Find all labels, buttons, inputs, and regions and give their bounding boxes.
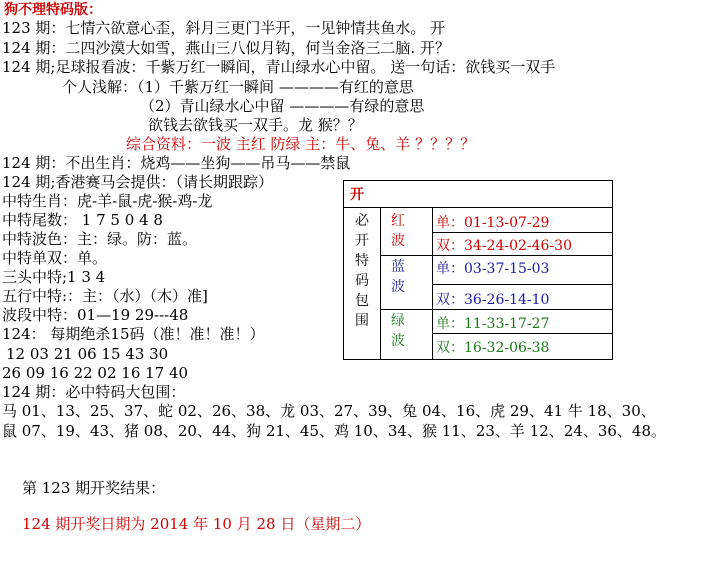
text-line-9: 中特生肖：虎-羊-鼠-虎-猴-鸡-龙	[2, 192, 213, 210]
text-line-21: 鼠 07、19、43、猪 08、20、44、狗 21、45、鸡 10、34、猴 11、23、羊 12、24、36、48。	[2, 422, 667, 440]
green-odd-row	[436, 313, 549, 333]
row-divider	[432, 284, 612, 285]
text-line-11: 中特波色：主：绿。防：蓝。	[2, 230, 198, 248]
row-numbers: 01-13-07-29	[464, 215, 550, 231]
row-tag: 单：	[436, 215, 464, 231]
text-line-7: 124 期：不出生肖：烧鸡——坐狗——吊马——禁鼠	[2, 154, 351, 172]
row-numbers: 36-26-14-10	[464, 292, 550, 308]
text-line-15: 波段中特：01—19 29---48	[2, 306, 189, 324]
text-line-19: 124 期：必中特码大包围：	[2, 383, 186, 401]
row-tag: 双：	[436, 292, 464, 308]
row-divider	[432, 232, 612, 233]
blue-odd-row	[436, 258, 549, 278]
text-line-1: 123 期：七情六欲意心歪，斜月三更门半开，一见钟情共鱼水。 开	[2, 19, 446, 37]
text-line-10: 中特尾数： 1 7 5 0 4 8	[2, 211, 163, 229]
row-divider	[380, 255, 612, 256]
red-even-row	[436, 235, 572, 255]
panel-vertical-title	[352, 211, 372, 331]
vchar: 开	[355, 233, 369, 249]
wave-char: 波	[391, 333, 405, 349]
text-line-6: 欲钱去欲钱买一双手。龙 猴？？	[148, 116, 363, 134]
text-line-13: 三头中特;1 3 4	[2, 268, 106, 286]
red-odd-row	[436, 212, 549, 232]
row-numbers: 11-33-17-27	[464, 316, 550, 332]
text-line-5: （2）青山绿水心中留 ————有绿的意思	[140, 97, 425, 115]
text-line-2: 124 期：二四沙漠大如雪，燕山三八似月钩，何当金洛三二脑. 开？	[2, 39, 450, 57]
summary-line: 综合资料：一波 主红 防绿 主：牛、兔、羊 ？？？？	[126, 135, 476, 153]
text-line-17: 12 03 21 06 15 43 30	[6, 345, 169, 363]
text-line-20: 马 01、13、25、37、蛇 02、26、38、龙 03、27、39、兔 04、16、虎 29、41 牛 18、30、	[2, 402, 656, 420]
vchar: 码	[355, 273, 369, 289]
draw-date: 124 期开奖日期为 2014 年 10 月 28 日（星期二）	[22, 515, 371, 533]
vchar: 围	[355, 313, 369, 329]
blue-even-row	[436, 289, 549, 309]
row-numbers: 03-37-15-03	[464, 261, 550, 277]
result-heading: 第 123 期开奖结果：	[22, 479, 166, 497]
blue-wave-label	[388, 257, 408, 297]
row-tag: 双：	[436, 340, 464, 356]
wave-char: 红	[391, 213, 405, 229]
row-numbers: 16-32-06-38	[464, 340, 550, 356]
wave-char: 绿	[391, 313, 405, 329]
panel-divider	[432, 207, 433, 359]
row-tag: 单：	[436, 261, 464, 277]
wave-char: 波	[391, 233, 405, 249]
green-wave-label	[388, 311, 408, 351]
row-tag: 双：	[436, 238, 464, 254]
text-line-4: 个人浅解：（1）千紫万红一瞬间 ————有红的意思	[62, 78, 414, 96]
red-wave-label	[388, 211, 408, 251]
text-line-8: 124 期;香港赛马会提供：（请长期跟踪）	[2, 173, 273, 191]
text-line-16: 124： 每期绝杀15码（准！准！准！）	[2, 325, 265, 343]
vchar: 包	[355, 293, 369, 309]
special-number-panel	[343, 180, 613, 360]
text-line-14: 五行中特:：主：（水）（木）准]	[2, 287, 208, 305]
green-even-row	[436, 337, 549, 357]
vchar: 必	[355, 213, 369, 229]
wave-char: 蓝	[391, 259, 405, 275]
panel-header	[344, 181, 612, 208]
row-tag: 单：	[436, 316, 464, 332]
page-title: 狗不理特码版：	[4, 2, 102, 18]
text-line-12: 中特单双：单。	[2, 249, 108, 267]
vchar: 特	[355, 253, 369, 269]
panel-divider	[380, 207, 381, 359]
text-line-18: 26 09 16 22 02 16 17 40	[2, 364, 189, 382]
row-numbers: 34-24-02-46-30	[464, 238, 572, 254]
wave-char: 波	[391, 279, 405, 295]
text-line-3: 124 期;足球报看波：千紫万红一瞬间，青山绿水心中留。 送一句话：欲钱买一双手	[2, 58, 556, 76]
panel-header-label: 开	[350, 187, 364, 203]
row-divider	[432, 333, 612, 334]
row-divider	[380, 309, 612, 310]
